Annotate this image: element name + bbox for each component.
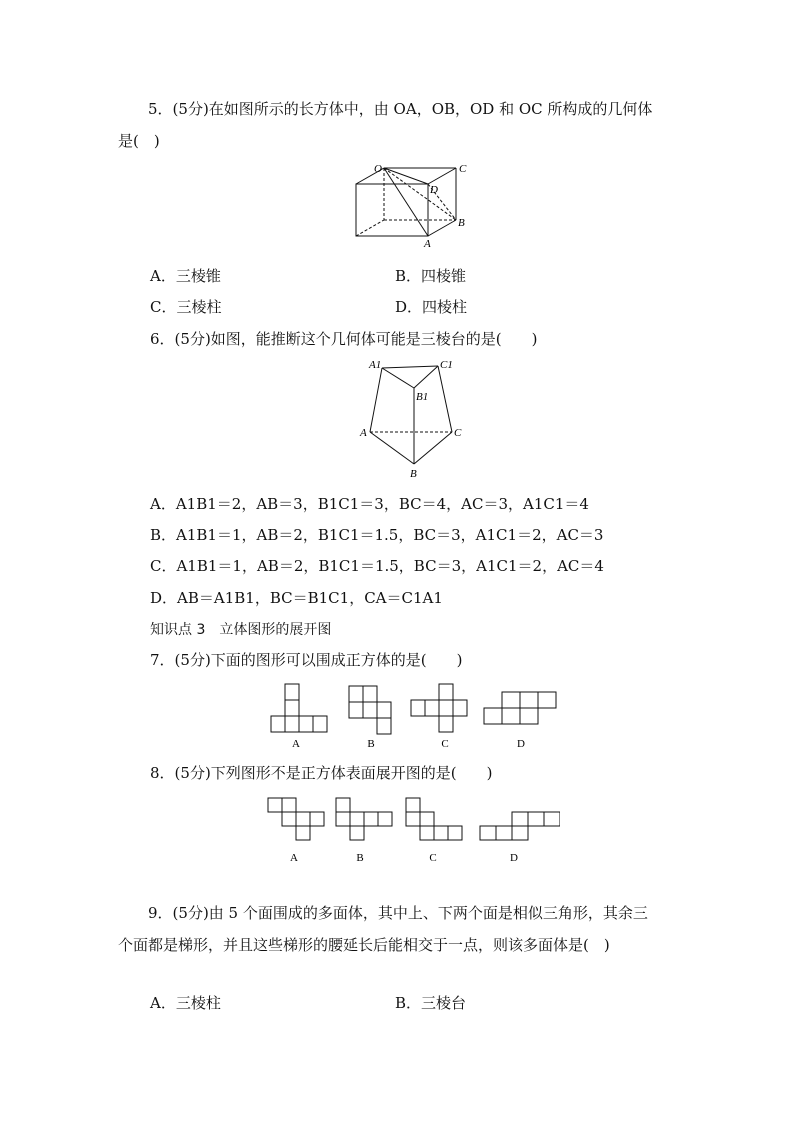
- label-b: B: [410, 468, 417, 480]
- q8-nets-figure: [264, 794, 560, 866]
- q9-stem-line2: 个面都是梯形，并且这些梯形的腰延长后能相交于一点，则该多面体是( ): [118, 936, 610, 954]
- q6-option-a: A．A1B1＝2，AB＝3，B1C1＝3，BC＝4，AC＝3，A1C1＝4: [150, 495, 589, 513]
- q8-label-b: B: [356, 852, 364, 864]
- cuboid-figure: [340, 158, 480, 250]
- label-a: A: [424, 238, 431, 250]
- section-heading: 知识点 3 立体图形的展开图: [150, 622, 332, 638]
- label-b1: B1: [416, 391, 429, 403]
- q8-label-d: D: [510, 852, 518, 864]
- segment-ob: [384, 168, 456, 220]
- label-b: B: [458, 217, 465, 229]
- label-c: C: [454, 427, 462, 439]
- q9-option-a: A．三棱柱: [150, 994, 221, 1012]
- label-a: A: [360, 427, 367, 439]
- label-d: D: [430, 184, 438, 196]
- q5-option-b: B．四棱锥: [395, 267, 467, 285]
- frustum-figure: [352, 356, 472, 480]
- q7-label-c: C: [441, 738, 449, 750]
- q8-stem: 8．(5分)下列图形不是正方体表面展开图的是( ): [150, 764, 493, 782]
- q7-net-a: [271, 684, 327, 732]
- q7-label-b: B: [367, 738, 375, 750]
- q8-net-c: [406, 798, 462, 840]
- q8-net-d: [480, 812, 560, 840]
- q5-stem-line2: 是( ): [118, 132, 160, 150]
- q7-net-c: [411, 684, 467, 732]
- q6-option-b: B．A1B1＝1，AB＝2，B1C1＝1.5，BC＝3，A1C1＝2，AC＝3: [150, 526, 604, 544]
- q7-label-a: A: [292, 738, 300, 750]
- label-o: O: [374, 163, 382, 175]
- q9-option-b: B．三棱台: [395, 994, 467, 1012]
- q7-nets-figure: [266, 680, 562, 752]
- q7-stem: 7．(5分)下面的图形可以围成正方体的是( ): [150, 651, 463, 669]
- q5-option-c: C．三棱柱: [150, 298, 222, 316]
- segment-oa: [384, 168, 428, 236]
- q5-stem-line1: 5．(5分)在如图所示的长方体中，由 OA，OB，OD 和 OC 所构成的几何体: [148, 100, 653, 118]
- q6-stem: 6．(5分)如图，能推断这个几何体可能是三棱台的是( ): [150, 330, 538, 348]
- q7-net-b: [349, 686, 391, 734]
- label-c: C: [459, 163, 467, 175]
- q8-net-a: [268, 798, 324, 840]
- q7-label-d: D: [517, 738, 525, 750]
- segment-od: [384, 168, 428, 184]
- q8-label-c: C: [429, 852, 437, 864]
- label-a1: A1: [369, 359, 382, 371]
- q8-net-b: [336, 798, 392, 840]
- q7-net-d: [484, 692, 556, 724]
- q5-option-a: A．三棱锥: [150, 267, 221, 285]
- q6-option-d: D．AB＝A1B1，BC＝B1C1，CA＝C1A1: [150, 589, 443, 607]
- q8-label-a: A: [290, 852, 298, 864]
- q6-option-c: C．A1B1＝1，AB＝2，B1C1＝1.5，BC＝3，A1C1＝2，AC＝4: [150, 557, 604, 575]
- label-c1: C1: [440, 359, 453, 371]
- q5-option-d: D．四棱柱: [395, 298, 468, 316]
- q9-stem-line1: 9．(5分)由 5 个面围成的多面体，其中上、下两个面是相似三角形，其余三: [148, 904, 648, 922]
